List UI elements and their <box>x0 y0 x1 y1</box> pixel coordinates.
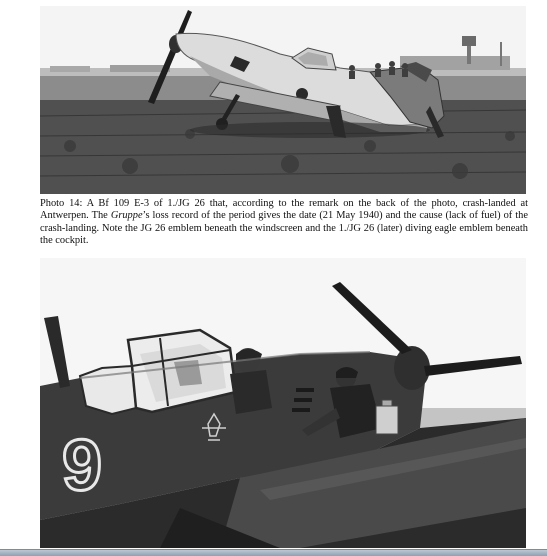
photo-cockpit-illustration <box>40 258 526 548</box>
photo-caption-text-part-1: A Bf 109 E-3 of 1./JG 26 that, according to the remark on the back of the photo, crash-landed at Antwerpen. The <box>40 198 528 222</box>
photo-crash-landed-illustration <box>40 6 526 194</box>
photo-caption-text-part-2: ’s loss record of the period gives the date (21 May 1940) and the cause (lack of fuel) of the crash-landing. Note the JG 26 emblem beneath the windscreen and the 1./JG 26 (later) diving eagle emblem beneath the cockpit. <box>40 210 528 246</box>
fuselage-number-nine: 9 <box>62 426 103 506</box>
photo-caption <box>40 198 528 247</box>
photo-caption-gruppe-italic: Gruppe <box>110 210 143 222</box>
photo-caption-label: Photo 14: <box>40 198 83 209</box>
photo-cockpit-closeup <box>40 258 526 548</box>
photo-crash-landed-bf109 <box>40 6 526 194</box>
